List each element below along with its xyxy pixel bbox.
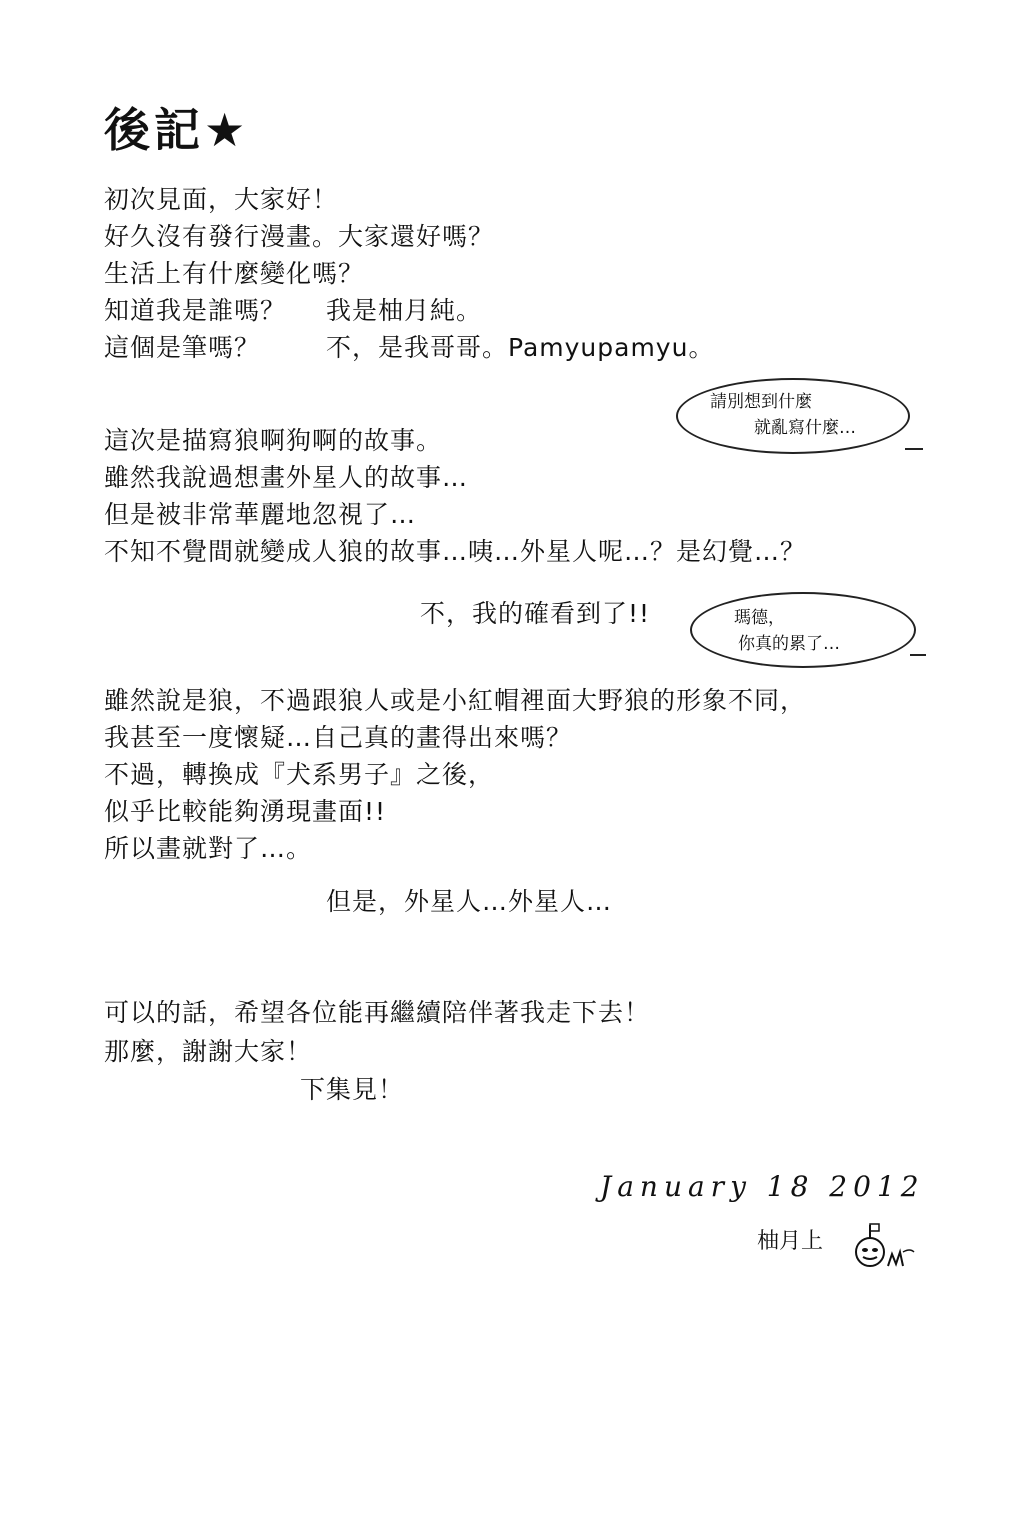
bubble-text: 就亂寫什麼… bbox=[754, 418, 856, 438]
bubble-text: 瑪德， bbox=[734, 608, 785, 628]
page-title: 後記★ bbox=[104, 103, 250, 157]
bubble-tail bbox=[910, 654, 926, 656]
text-line: 所以畫就對了…。 bbox=[104, 834, 313, 863]
text-line: 可以的話，希望各位能再繼續陪伴著我走下去！ bbox=[104, 998, 651, 1027]
text-line: 知道我是誰嗎？ bbox=[104, 296, 287, 325]
text-line: 不，是我哥哥。Pamyupamyu。 bbox=[326, 333, 715, 362]
text-line: 那麼，謝謝大家！ bbox=[104, 1037, 313, 1066]
text-line: 雖然我說過想畫外星人的故事… bbox=[104, 463, 469, 492]
text-line: 這次是描寫狼啊狗啊的故事。 bbox=[104, 426, 443, 455]
text-line: 不知不覺間就變成人狼的故事…咦…外星人呢…？是幻覺…？ bbox=[104, 537, 807, 566]
text-line: 雖然說是狼，不過跟狼人或是小紅帽裡面大野狼的形象不同， bbox=[104, 686, 807, 715]
text-line: 我是柚月純。 bbox=[326, 296, 483, 325]
text-line: 但是被非常華麗地忽視了… bbox=[104, 500, 417, 529]
signature: 柚月上 bbox=[757, 1229, 824, 1254]
bubble-tail bbox=[905, 448, 923, 450]
bubble-text: 請別想到什麼 bbox=[710, 392, 812, 412]
bubble-text: 你真的累了… bbox=[738, 634, 840, 654]
text-line: 我甚至一度懷疑…自己真的畫得出來嗎？ bbox=[104, 723, 573, 752]
text-line: 不過，轉換成『犬系男子』之後， bbox=[104, 760, 495, 789]
speech-bubble bbox=[676, 378, 910, 454]
text-line: 不，我的確看到了!! bbox=[420, 599, 651, 628]
date: January 18 2012 bbox=[600, 1170, 925, 1203]
speech-bubble bbox=[690, 592, 916, 668]
text-line: 生活上有什麼變化嗎？ bbox=[104, 259, 365, 288]
text-line: 好久沒有發行漫畫。大家還好嗎？ bbox=[104, 222, 495, 251]
signature-doodle-icon bbox=[848, 1222, 918, 1270]
text-line: 初次見面，大家好！ bbox=[104, 185, 339, 214]
text-line: 似乎比較能夠湧現畫面!! bbox=[104, 797, 387, 826]
text-line: 但是，外星人…外星人… bbox=[326, 887, 613, 916]
text-line: 下集見！ bbox=[300, 1075, 405, 1104]
text-line: 這個是筆嗎？ bbox=[104, 333, 261, 362]
